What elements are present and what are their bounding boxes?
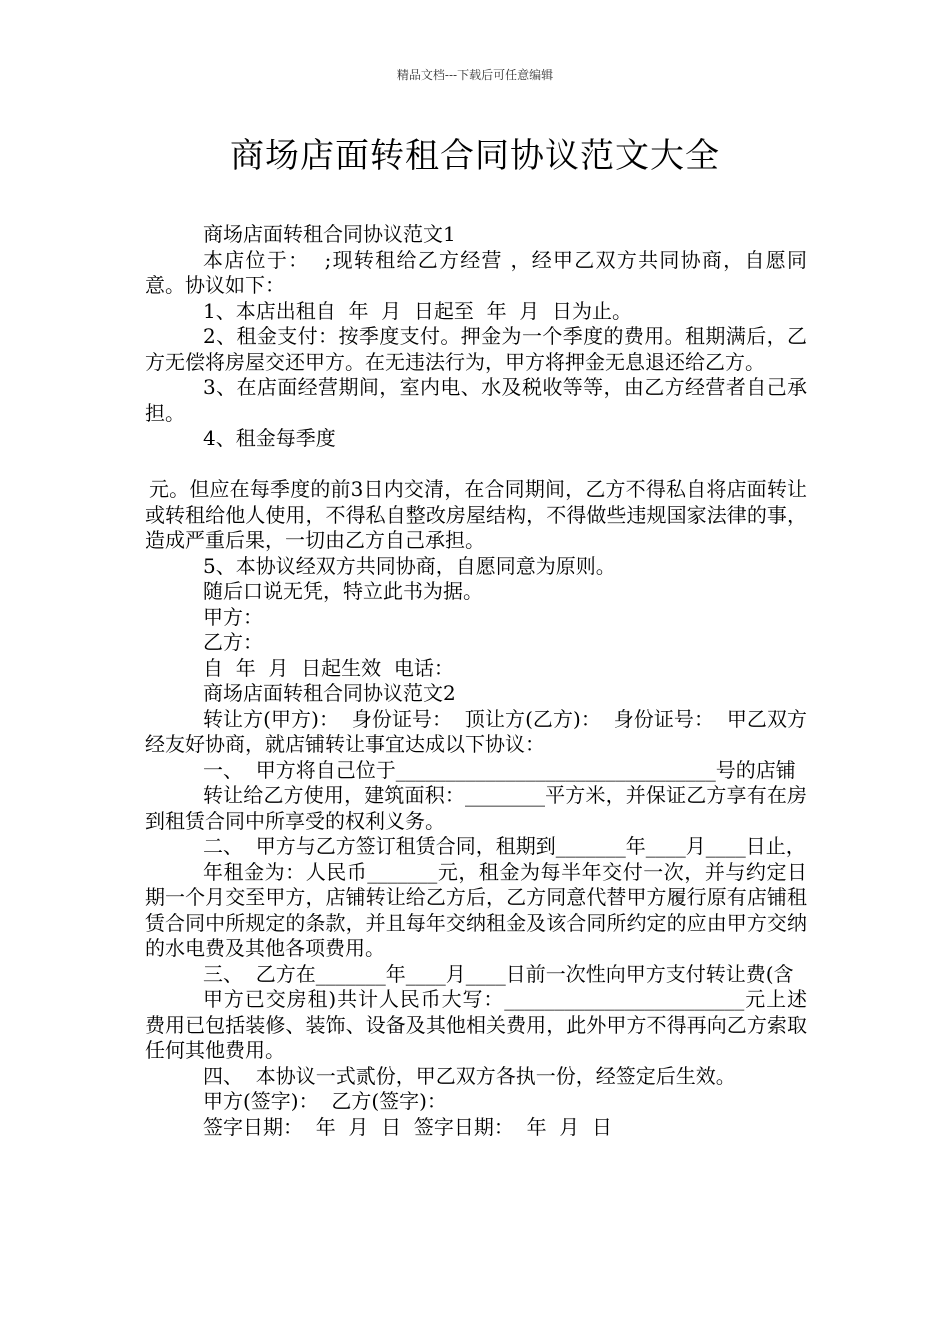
document-body: [145, 222, 807, 1140]
paragraph: 随后口说无凭，特立此书为据。: [203, 579, 483, 603]
paragraph: 一、 甲方将自己位于________________________________号的店铺: [203, 757, 796, 782]
signature-date-line: 签字日期： 年 月 日 签字日期： 年 月 日: [203, 1114, 613, 1139]
paragraph: 5、本协议经双方共同协商，自愿同意为原则。: [203, 553, 616, 578]
paragraph: 二、 甲方与乙方签订租赁合同，租期到_______年____月____日止，: [203, 834, 806, 858]
signature-line: 甲方(签字)： 乙方(签字)：: [203, 1089, 447, 1113]
effective-date-line: 自 年 月 日起生效 电话：: [203, 655, 454, 680]
paragraph: 2、租金支付：按季度支付。押金为一个季度的费用。租期满后，乙方无偿将房屋交还甲方。在无违法行为，甲方将押金无息退还给乙方。: [145, 324, 807, 374]
signature-line: 甲方：: [203, 604, 263, 629]
paragraph: 三、 乙方在_______年____月____日前一次性向甲方支付转让费(含: [203, 961, 794, 986]
paragraph: 3、在店面经营期间，室内电、水及税收等等，由乙方经营者自己承担。: [145, 375, 807, 425]
header-note: 精品文档---下载后可任意编辑: [396, 68, 554, 82]
paragraph: 4、租金每季度: [203, 426, 336, 450]
blank-line: [145, 452, 807, 478]
document-title: 商场店面转租合同协议范文大全: [230, 136, 720, 176]
paragraph: 年租金为：人民币_______元，租金为每半年交付一次，并与约定日期一个月交至甲方，店铺转让给乙方后，乙方同意代替甲方履行原有店铺租赁合同中所规定的条款，并且每年交纳租金及该合同所约定的应由甲方交纳的水电费及其他各项费用。: [145, 859, 807, 960]
paragraph: 四、 本协议一式贰份，甲乙双方各执一份，经签定后生效。: [203, 1063, 736, 1088]
section-heading-2: 商场店面转租合同协议范文2: [203, 681, 456, 705]
paragraph: 转让方(甲方)： 身份证号： 顶让方(乙方)： 身份证号： 甲乙双方经友好协商，就店铺转让事宜达成以下协议：: [145, 706, 807, 756]
paragraph: 1、本店出租自 年 月 日起至 年 月 日为止。: [203, 298, 633, 323]
paragraph: 转让给乙方使用，建筑面积：________平方米，并保证乙方享有在房到租赁合同中所享受的权利义务。: [145, 783, 807, 833]
signature-line: 乙方：: [203, 630, 263, 654]
section-heading-1: 商场店面转租合同协议范文1: [203, 222, 456, 246]
paragraph: 本店位于： ;现转租给乙方经营 ，经甲乙双方共同协商，自愿同意。协议如下：: [145, 247, 807, 297]
paragraph: 甲方已交房租)共计人民币大写：________________________元上述费用已包括装修、装饰、设备及其他相关费用，此外甲方不得再向乙方索取任何其他费用。: [145, 987, 807, 1062]
paragraph: 元。但应在每季度的前3日内交清，在合同期间，乙方不得私自将店面转让或转租给他人使用，不得私自整改房屋结构，不得做些违规国家法律的事，造成严重后果，一切由乙方自己承担。: [145, 477, 807, 552]
